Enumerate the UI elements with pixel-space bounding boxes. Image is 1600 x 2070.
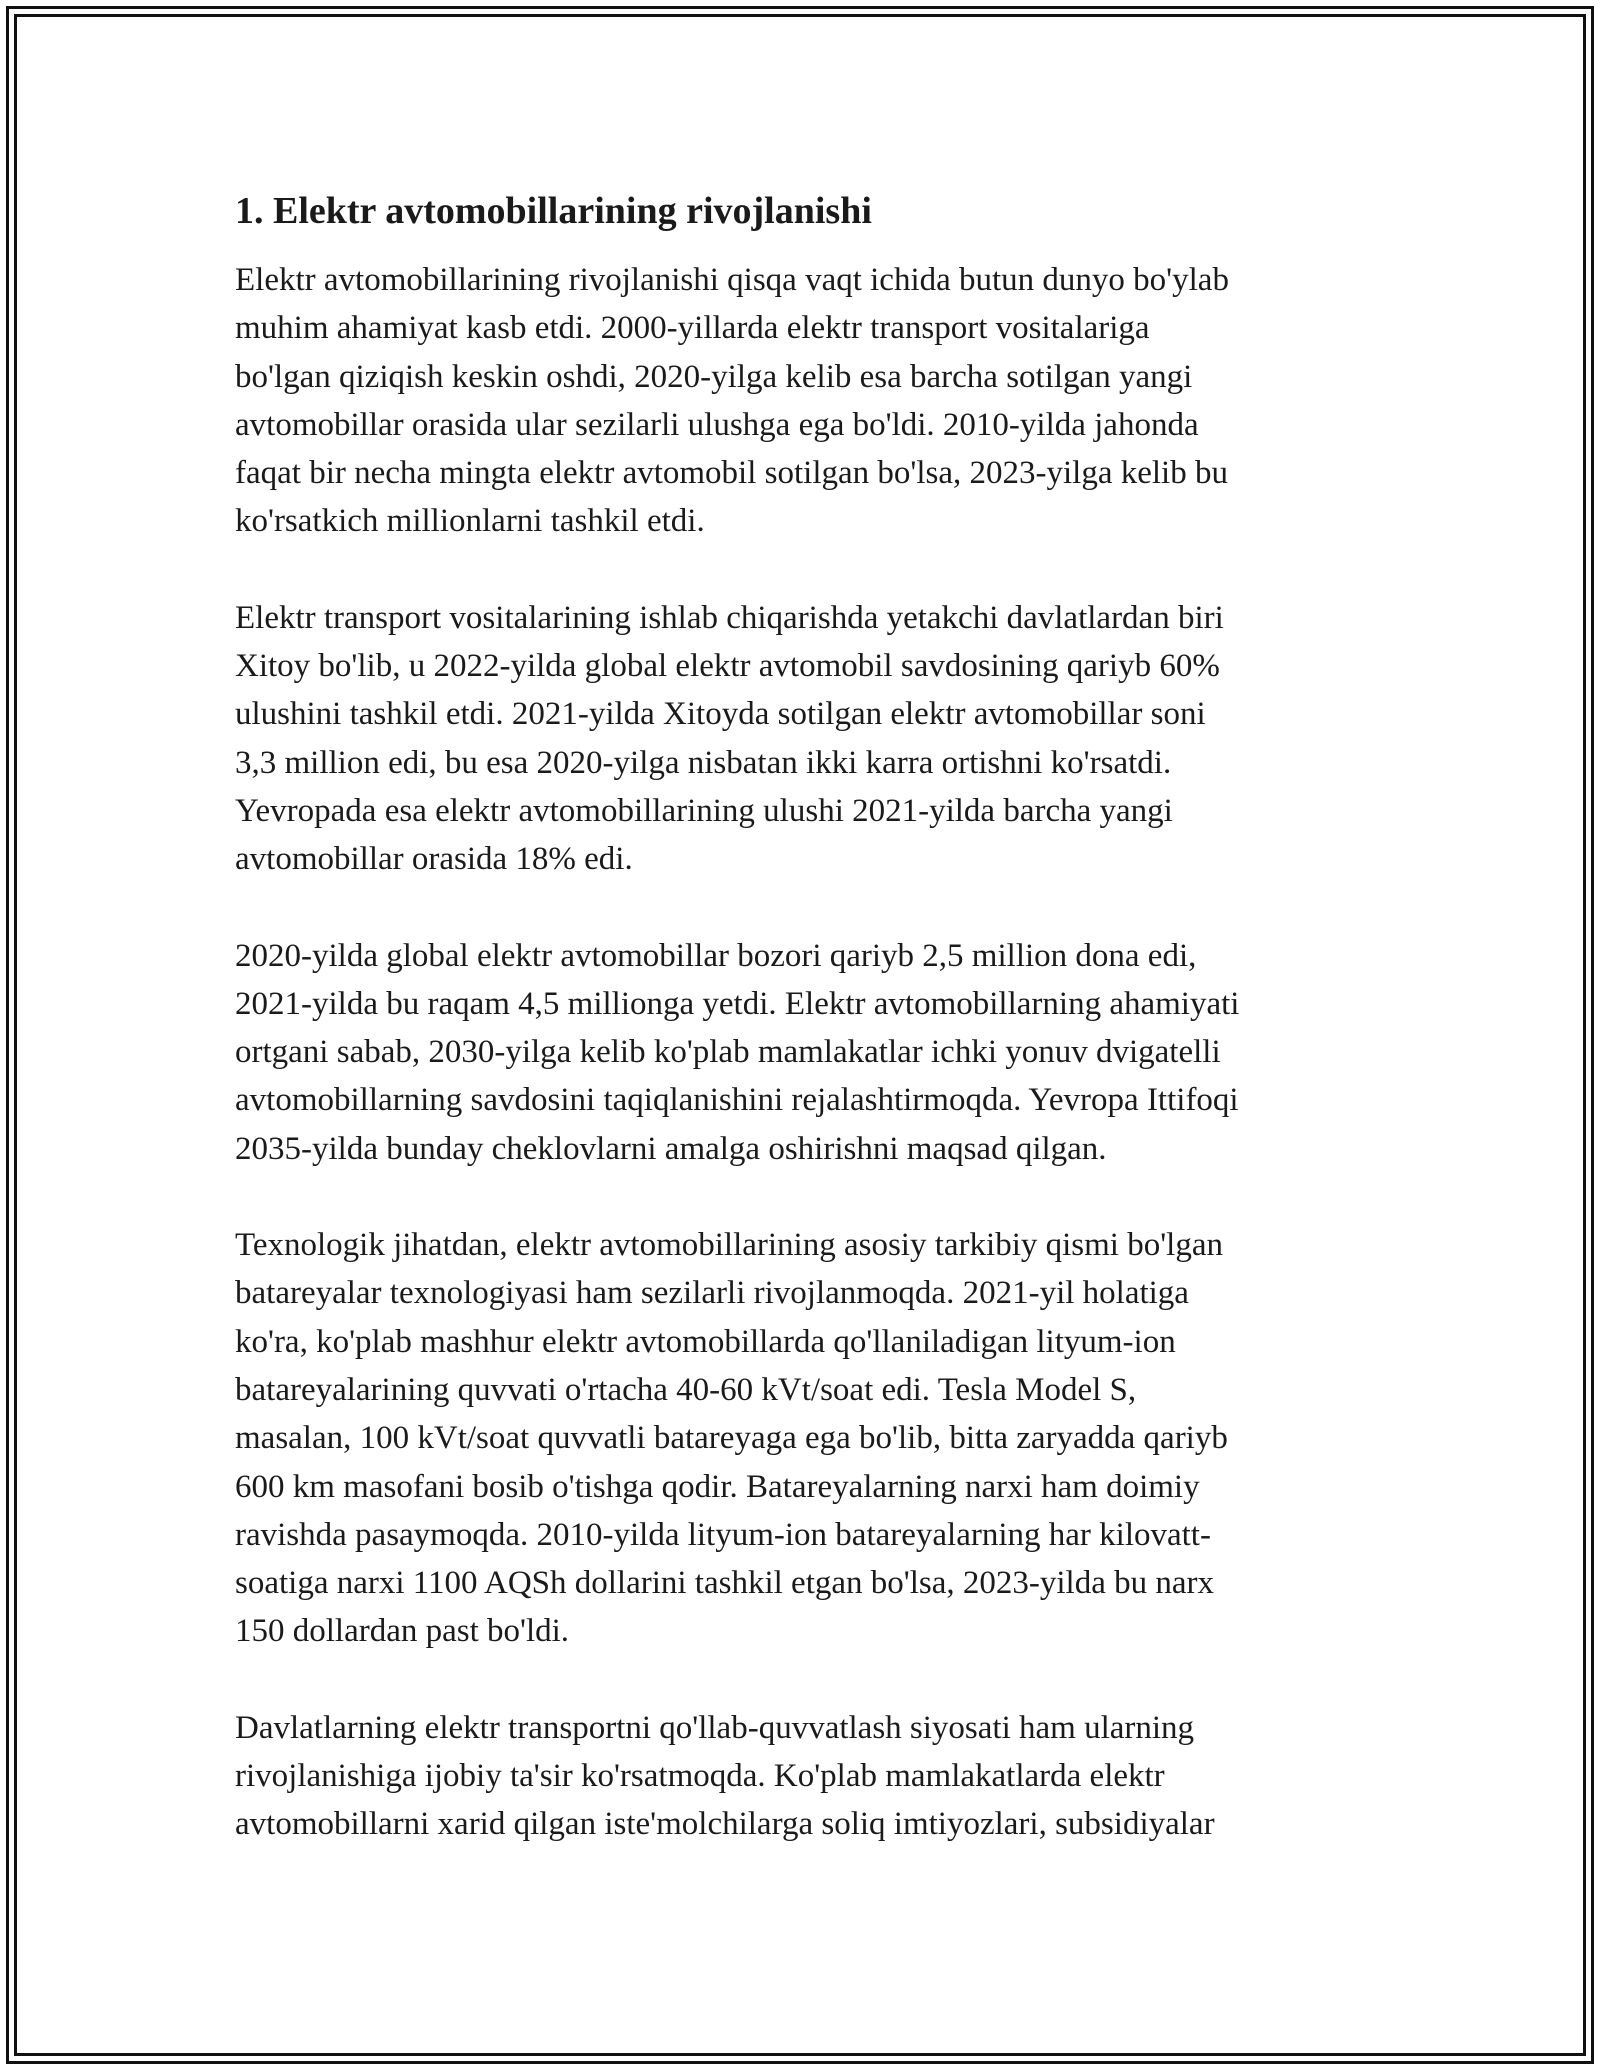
text-line: rivojlanishiga ijobiy ta'sir ko'rsatmoqda. Ko'plab mamlakatlarda elektr [235,1758,1165,1795]
text-line: 2035-yilda bunday cheklovlarni amalga oshirishni maqsad qilgan. [235,1130,1107,1167]
text-line: ko'rsatkich millionlarni tashkil etdi. [235,503,705,540]
paragraph-2 [235,594,1365,884]
text-line: Xitoy bo'lib, u 2022-yilda global elektr avtomobil savdosining qariyb 60% [235,648,1220,685]
text-line: avtomobillar orasida ular sezilarli ulushga ega bo'ldi. 2010-yilda jahonda [235,406,1199,443]
text-line: ortgani sabab, 2030-yilga kelib ko'plab mamlakatlar ichki yonuv dvigatelli [235,1034,1221,1071]
text-line: Yevropada esa elektr avtomobillarining ulushi 2021-yilda barcha yangi [235,792,1173,829]
text-line: 3,3 million edi, bu esa 2020-yilga nisbatan ikki karra ortishni ko'rsatdi. [235,744,1172,781]
text-line: 150 dollardan past bo'ldi. [235,1613,570,1650]
text-line: soatiga narxi 1100 AQSh dollarini tashkil etgan bo'lsa, 2023-yilda bu narx [235,1565,1214,1602]
text-line: ko'ra, ko'plab mashhur elektr avtomobillarda qo'llaniladigan lityum-ion [235,1323,1176,1360]
paragraph-4 [235,1221,1365,1656]
text-line: bo'lgan qiziqish keskin oshdi, 2020-yilga kelib esa barcha sotilgan yangi [235,358,1193,395]
text-line: avtomobillar orasida 18% edi. [235,841,633,878]
paragraph-1 [235,256,1365,546]
text-line: Texnologik jihatdan, elektr avtomobillarining asosiy tarkibiy qismi bo'lgan [235,1227,1223,1264]
text-line: Elektr avtomobillarining rivojlanishi qisqa vaqt ichida butun dunyo bo'ylab [235,262,1229,298]
text-line: Davlatlarning elektr transportni qo'llab-quvvatlash siyosati ham ularning [235,1709,1195,1746]
section-heading: 1. Elektr avtomobillarining rivojlanishi [235,190,872,232]
text-line: 2020-yilda global elektr avtomobillar bozori qariyb 2,5 million dona edi, [235,937,1197,974]
text-line: Elektr transport vositalarining ishlab chiqarishda yetakchi davlatlardan biri [235,599,1224,636]
text-line: ravishda pasaymoqda. 2010-yilda lityum-ion batareyalarning har kilovatt- [235,1516,1211,1553]
text-line: muhim ahamiyat kasb etdi. 2000-yillarda elektr transport vositalariga [235,310,1150,347]
paragraph-5 [235,1704,1365,1849]
text-line: ulushini tashkil etdi. 2021-yilda Xitoyda sotilgan elektr avtomobillar soni [235,696,1206,733]
text-line: batareyalar texnologiyasi ham sezilarli rivojlanmoqda. 2021-yil holatiga [235,1275,1189,1312]
text-line: avtomobillarni xarid qilgan iste'molchilarga soliq imtiyozlari, subsidiyalar [235,1806,1215,1843]
text-line: faqat bir necha mingta elektr avtomobil sotilgan bo'lsa, 2023-yilga kelib bu [235,455,1228,492]
text-line: 600 km masofani bosib o'tishga qodir. Batareyalarning narxi ham doimiy [235,1468,1200,1505]
document-body [235,186,1365,1897]
paragraph-3 [235,932,1365,1173]
text-line: batareyalarining quvvati o'rtacha 40-60 kVt/soat edi. Tesla Model S, [235,1371,1137,1408]
text-line: 2021-yilda bu raqam 4,5 millionga yetdi. Elektr avtomobillarning ahamiyati [235,985,1240,1022]
text-line: masalan, 100 kVt/soat quvvatli batareyaga ega bo'lib, bitta zaryadda qariyb [235,1420,1228,1457]
text-line: avtomobillarning savdosini taqiqlanishini rejalashtirmoqda. Yevropa Ittifoqi [235,1082,1239,1119]
